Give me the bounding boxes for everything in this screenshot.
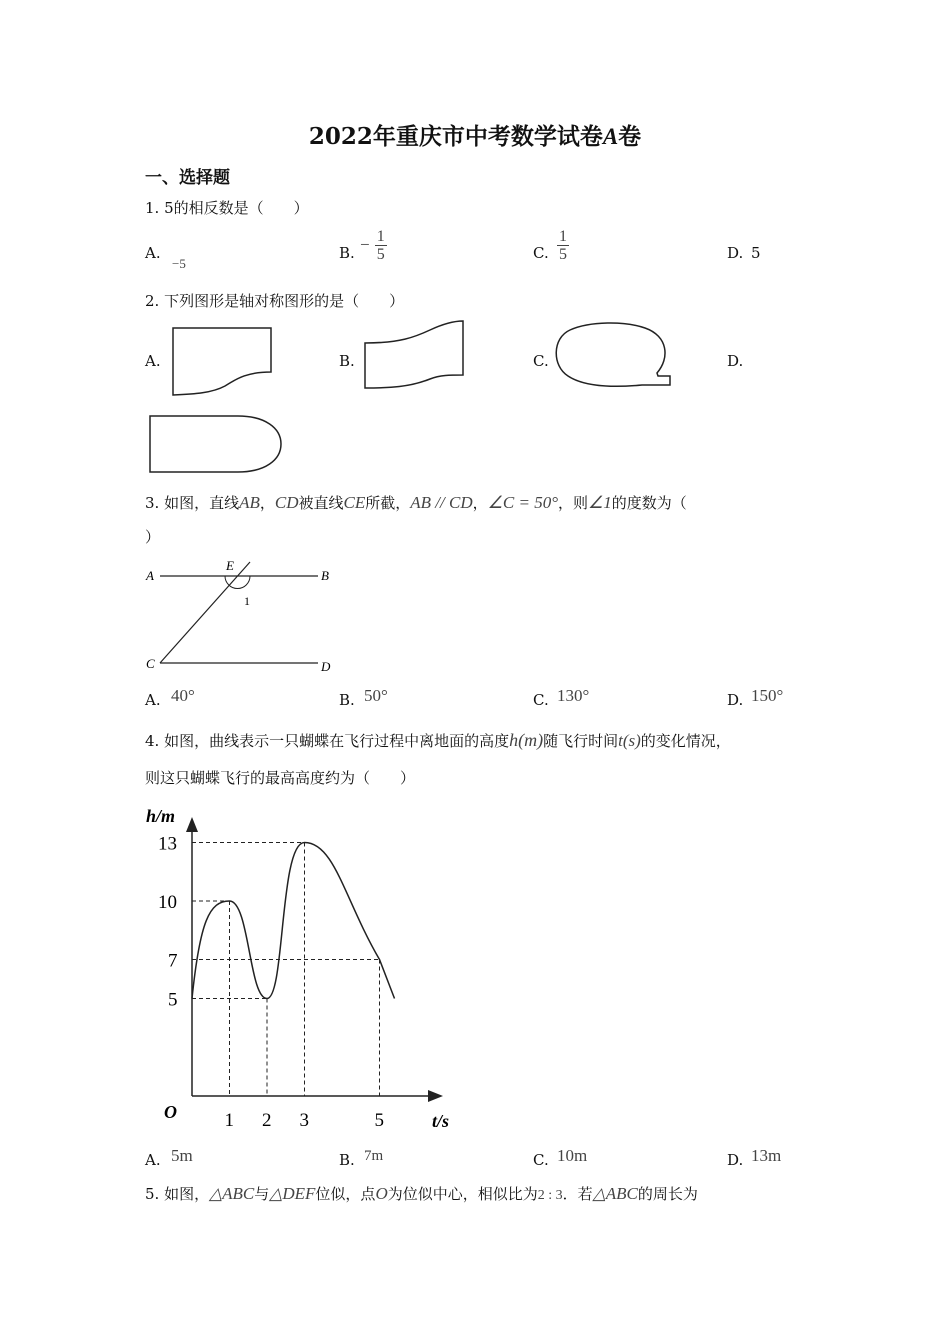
q4-option-a-value: 5m xyxy=(171,1146,193,1165)
q4-stem: 4. 如图，曲线表示一只蝴蝶在飞行过程中离地面的高度h(m)随飞行时间t(s)的变化情况， xyxy=(145,730,731,750)
label-c: C xyxy=(146,656,155,671)
q2-option-a-label: A. xyxy=(145,352,161,370)
q3-option-c-value: 130° xyxy=(557,686,590,705)
label-angle-1: 1 xyxy=(244,594,250,608)
q4-option-d-label: D. xyxy=(727,1151,744,1169)
q4-stem-line2: 则这只蝴蝶飞行的最高高度约为（ ） xyxy=(145,769,416,787)
q4-option-d-value: 13m xyxy=(751,1146,782,1165)
q4-chart xyxy=(140,800,470,1135)
q1-option-c-value: $\frac{1}{5}$ xyxy=(559,228,567,263)
page-title: 2022年重庆市中考数学试卷A卷 xyxy=(308,123,642,150)
y-tick-label: 5 xyxy=(168,989,178,1011)
origin-label: O xyxy=(164,1102,177,1122)
x-tick-label: 5 xyxy=(374,1110,384,1131)
y-tick-label: 13 xyxy=(158,833,177,855)
x-tick-label: 1 xyxy=(224,1110,234,1131)
line-ce xyxy=(160,562,250,663)
q4-option-b-label: B. xyxy=(339,1151,355,1169)
q2-option-d-label: D. xyxy=(727,352,744,370)
x-axis-label: t/s xyxy=(432,1111,450,1131)
q2-option-c-label: C. xyxy=(533,352,549,370)
q3-figure xyxy=(140,555,340,680)
q4-option-c-label: C. xyxy=(533,1151,549,1169)
q1-option-b-label: B. xyxy=(339,244,355,262)
y-tick-label: 7 xyxy=(168,950,178,972)
q3-option-c-label: C. xyxy=(533,691,549,709)
q2-shape-d xyxy=(143,410,293,480)
q2-stem: 2. 下列图形是轴对称图形的是（ ） xyxy=(145,292,405,310)
section-heading: 一、选择题 xyxy=(145,168,230,188)
q3-option-a-value: 40° xyxy=(171,686,195,705)
y-axis-label: h/m xyxy=(146,806,176,826)
q3-option-d-value: 150° xyxy=(751,686,784,705)
label-d: D xyxy=(321,659,331,674)
q2-option-b-label: B. xyxy=(339,352,355,370)
q3-option-b-value: 50° xyxy=(364,686,388,705)
q2-shape-c xyxy=(550,318,680,398)
x-tick-label: 3 xyxy=(299,1110,309,1131)
q1-option-a-label: A. xyxy=(145,244,161,262)
q1-stem: 1. 5的相反数是（ ） xyxy=(145,199,309,217)
q1-option-d-label: D. xyxy=(727,244,744,262)
q1-option-c-label: C. xyxy=(533,244,549,262)
q1-option-d-value: 5 xyxy=(751,244,761,262)
q1-option-b-value: − $\frac{1}{5}$ xyxy=(360,228,385,263)
x-tick-label: 2 xyxy=(262,1110,272,1131)
q5-stem: 5. 如图，△ABC与△DEF位似，点O为位似中心，相似比为2 : 3．若△ABC的周长为 xyxy=(145,1184,698,1203)
q3-stem: 3. 如图，直线AB，CD被直线CE所截，AB // CD，∠C = 50°，则∠1的度数为（ xyxy=(145,493,687,512)
q4-option-a-label: A. xyxy=(145,1151,161,1169)
q3-stem-end: ） xyxy=(145,528,161,546)
q2-shape-b xyxy=(355,315,500,395)
y-tick-label: 10 xyxy=(158,892,177,913)
q3-option-b-label: B. xyxy=(339,691,355,709)
series-line xyxy=(192,843,395,999)
q4-option-c-value: 10m xyxy=(557,1146,588,1165)
label-a: A xyxy=(146,568,154,583)
q2-shape-a xyxy=(160,320,280,400)
q3-option-a-label: A. xyxy=(145,691,161,709)
label-b: B xyxy=(321,568,329,583)
q1-option-a-value: −5 xyxy=(172,256,186,271)
q3-option-d-label: D. xyxy=(727,691,744,709)
q4-option-b-value: 7m xyxy=(364,1148,384,1164)
label-e: E xyxy=(226,558,234,573)
